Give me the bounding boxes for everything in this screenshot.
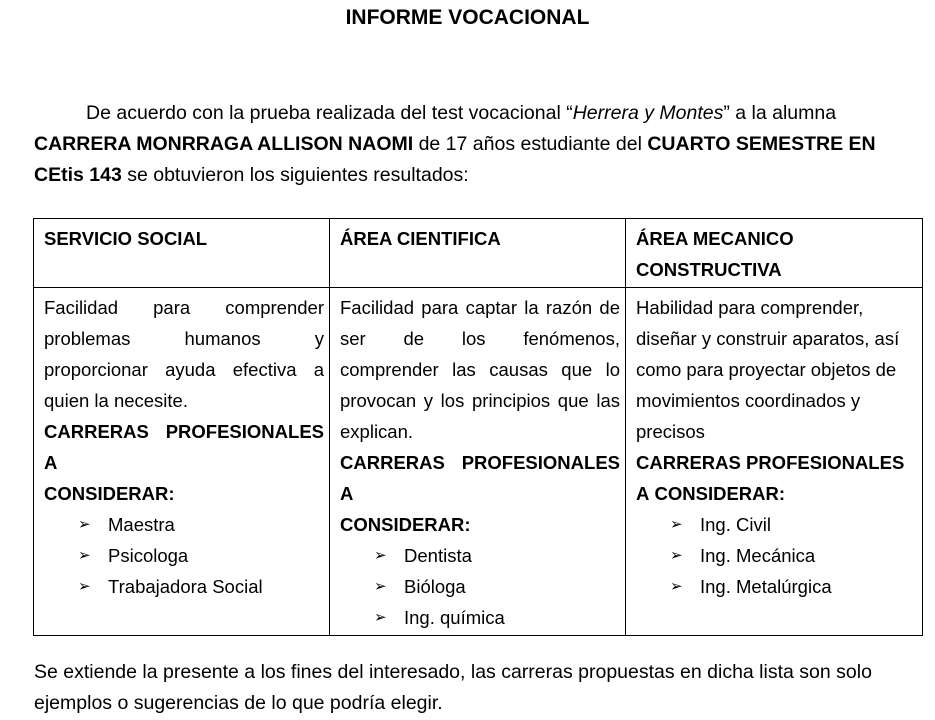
list-item: ➢ Maestra	[78, 509, 324, 540]
arrow-bullet-icon: ➢	[78, 547, 91, 564]
intro-text-4: se obtuvieron los siguientes resultados:	[121, 164, 469, 186]
arrow-bullet-icon: ➢	[374, 547, 387, 564]
cell-area-cientifica	[330, 288, 626, 636]
description-area-mecanico: Habilidad para comprender, diseñar y construir aparatos, así como para proyectar objetos de movimientos coordinados y precisos	[636, 297, 900, 442]
arrow-bullet-icon: ➢	[374, 578, 387, 595]
intro-paragraph	[34, 98, 914, 191]
arrow-bullet-icon: ➢	[670, 547, 683, 564]
list-item: ➢ Ing. Mecánica	[670, 540, 917, 571]
table-header-row	[34, 219, 923, 288]
careers-label-area-mecanico	[636, 447, 917, 509]
header-area-mecanico: ÁREA MECANICO CONSTRUCTIVA	[626, 219, 923, 288]
table-content-row	[34, 288, 923, 636]
list-item: ➢ Dentista	[374, 540, 620, 571]
header-area-cientifica: ÁREA CIENTIFICA	[330, 219, 626, 288]
arrow-bullet-icon: ➢	[670, 516, 683, 533]
careers-list-area-cientifica	[340, 540, 620, 633]
careers-label-line2: CONSIDERAR:	[654, 483, 786, 504]
description-area-cientifica: Facilidad para captar la razón de ser de los fenómenos, comprender las causas que lo provocan y los principios que las explican.	[340, 297, 620, 442]
list-item: ➢ Psicologa	[78, 540, 324, 571]
careers-label-line1: CARRERAS PROFESIONALES A	[44, 421, 324, 473]
list-item: ➢ Ing. química	[374, 602, 620, 633]
list-item: ➢ Ing. Metalúrgica	[670, 571, 917, 602]
results-table	[33, 218, 923, 636]
arrow-bullet-icon: ➢	[374, 609, 387, 626]
careers-label-line2: CONSIDERAR:	[44, 483, 175, 504]
list-item: ➢ Trabajadora Social	[78, 571, 324, 602]
intro-text-1: De acuerdo con la prueba realizada del test vocacional “	[86, 102, 573, 124]
careers-list-area-mecanico	[636, 509, 917, 602]
semester: CUARTO SEMESTRE EN CEtis 143	[34, 133, 876, 186]
intro-text-2: ” a la alumna	[723, 102, 837, 124]
careers-label-line2: CONSIDERAR:	[340, 514, 471, 535]
careers-label-line1: CARRERAS PROFESIONALES A	[636, 452, 905, 504]
header-servicio-social: SERVICIO SOCIAL	[34, 219, 330, 288]
closing-paragraph: Se extiende la presente a los fines del interesado, las carreras propuestas en dicha lista son solo ejemplos o sugerencias de lo que podría elegir.	[34, 661, 872, 714]
document-title: INFORME VOCACIONAL	[345, 6, 590, 29]
student-name: CARRERA MONRRAGA ALLISON NAOMI	[34, 133, 414, 155]
arrow-bullet-icon: ➢	[78, 516, 91, 533]
cell-area-mecanico	[626, 288, 923, 636]
list-item: ➢ Ing. Civil	[670, 509, 917, 540]
description-servicio-social: Facilidad para comprender problemas humanos y proporcionar ayuda efectiva a quien la necesite.	[44, 297, 324, 411]
test-name: Herrera y Montes	[572, 102, 724, 124]
arrow-bullet-icon: ➢	[670, 578, 683, 595]
cell-servicio-social	[34, 288, 330, 636]
careers-label-line1: CARRERAS PROFESIONALES A	[340, 452, 620, 504]
careers-list-servicio-social	[44, 509, 324, 602]
careers-label-area-cientifica	[340, 447, 620, 540]
list-item: ➢ Bióloga	[374, 571, 620, 602]
arrow-bullet-icon: ➢	[78, 578, 91, 595]
intro-text-3: de 17 años estudiante del	[413, 133, 648, 155]
careers-label-servicio-social	[44, 416, 324, 509]
